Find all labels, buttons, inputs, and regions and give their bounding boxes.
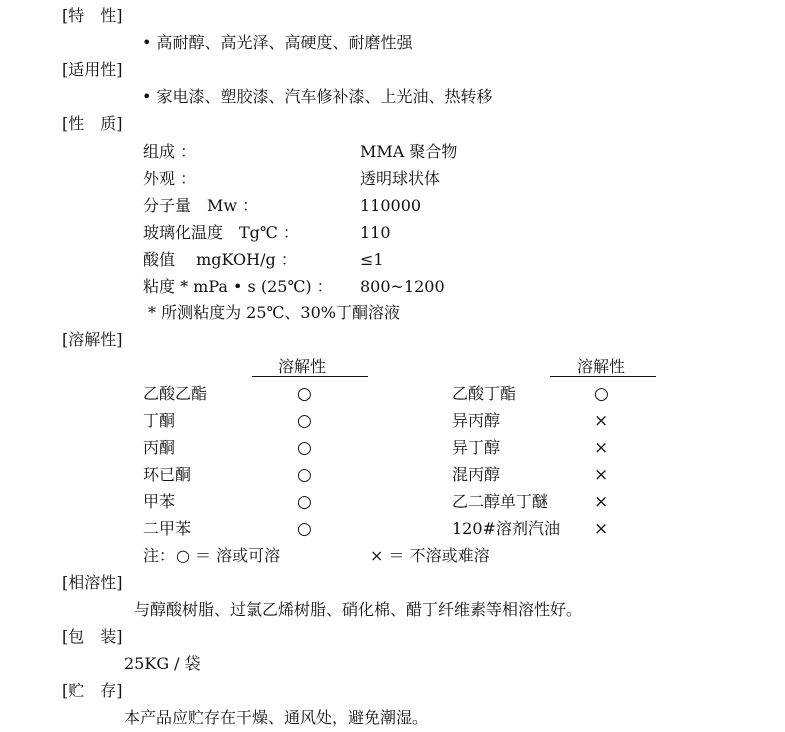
property-value: 110000 [360,196,422,215]
solvent-name: 乙酸丁酯 [452,384,517,403]
property-label: 外观 ： [143,169,197,188]
legend-prefix: 注： [143,546,176,565]
soluble-mark: ○ [297,465,312,485]
solubility-mark: × [594,411,609,431]
solvent-name: 环已酮 [143,465,192,484]
solvent-name: 甲苯 [143,492,176,511]
property-value: ≤1 [360,250,384,269]
compatibility-text: 与醇酸树脂、过氯乙烯树脂、硝化棉、醋丁纤维素等相溶性好。 [134,600,583,619]
solvent-name: 丁酮 [143,411,176,430]
storage-header: [贮 存] [62,681,123,700]
legend-insoluble: × ＝ 不溶或难溶 [370,546,490,565]
property-value: 透明球状体 [360,169,441,188]
solvent-name: 丙酮 [143,438,176,457]
applications-bullet: • 家电漆、塑胶漆、汽车修补漆、上光油、热转移 [142,87,493,106]
column-underline-left [252,376,368,377]
soluble-mark: ○ [297,411,312,431]
solvent-name: 120#溶剂汽油 [452,519,560,538]
property-label: 酸值 mgKOH/g ： [143,250,297,269]
solubility-mark: × [594,519,609,539]
solvent-name: 异丁醇 [452,438,501,457]
legend-soluble: ○ ＝ 溶或可溶 [176,546,281,565]
property-value: 800~1200 [360,277,445,296]
solvent-name: 二甲苯 [143,519,192,538]
storage-text: 本产品应贮存在干燥、通风处，避免潮湿。 [124,708,429,727]
soluble-mark: ○ [297,438,312,458]
features-bullet: • 高耐醇、高光泽、高硬度、耐磨性强 [142,33,413,52]
property-value: 110 [360,223,391,242]
compatibility-header: [相溶性] [62,573,123,592]
solvent-name: 乙酸乙酯 [143,384,208,403]
features-header: [特 性] [62,6,123,25]
property-label: 玻璃化温度 Tg℃ ： [143,223,299,242]
applications-header: [适用性] [62,60,123,79]
solubility-header: [溶解性] [62,330,123,349]
solubility-column-header-right: 溶解性 [577,357,626,376]
solvent-name: 异丙醇 [452,411,501,430]
solvent-name: 乙二醇单丁醚 [452,492,549,511]
solubility-column-header-left: 溶解性 [278,357,327,376]
solubility-mark: ○ [594,384,609,404]
viscosity-note: * 所测粘度为 25℃、30%丁酮溶液 [148,303,400,322]
soluble-mark: ○ [297,492,312,512]
properties-header: [性 质] [62,114,123,133]
property-label: 分子量 Mw ： [143,196,259,215]
solubility-mark: × [594,438,609,458]
soluble-mark: ○ [297,519,312,539]
solubility-mark: × [594,492,609,512]
solvent-name: 混丙醇 [452,465,501,484]
packaging-header: [包 装] [62,627,123,646]
property-label: 粘度 * mPa • s (25℃) ： [143,277,333,296]
column-underline-right [550,376,656,377]
packaging-text: 25KG / 袋 [124,654,201,673]
property-label: 组成 ： [143,142,197,161]
soluble-mark: ○ [297,384,312,404]
solubility-mark: × [594,465,609,485]
property-value: MMA 聚合物 [360,142,458,161]
